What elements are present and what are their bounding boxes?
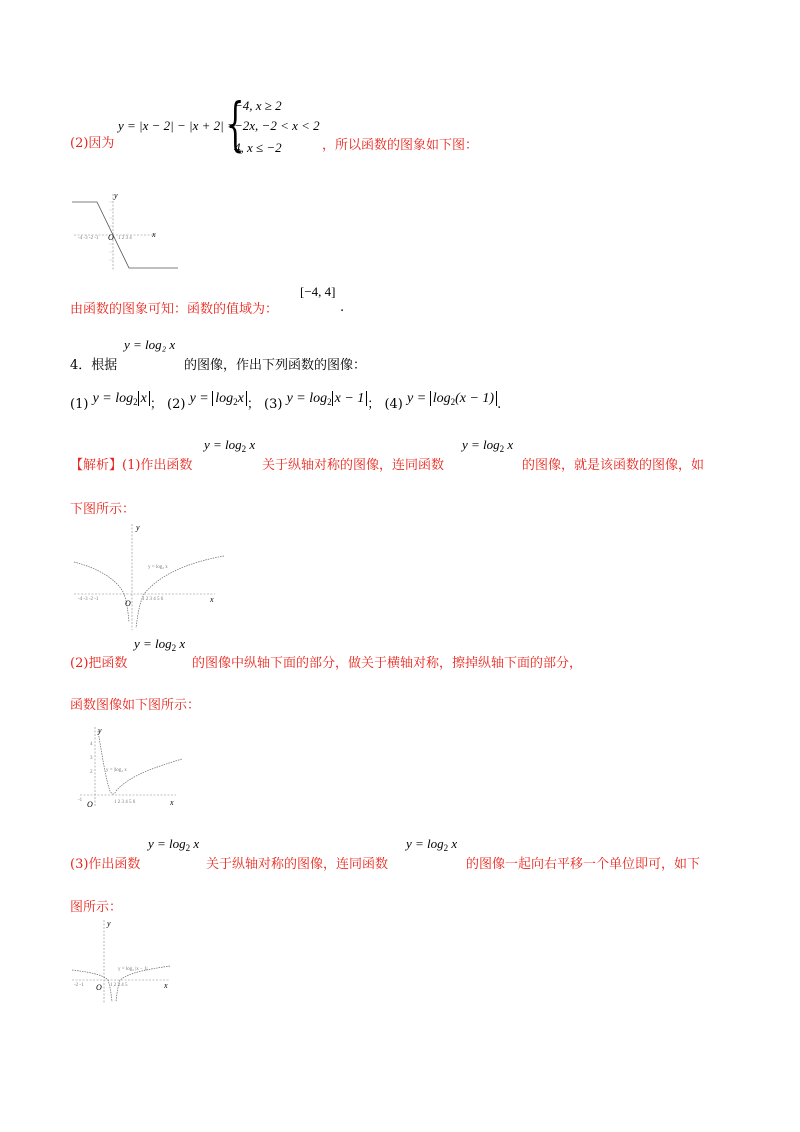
q4-item-3-expr: $y = \log_2 x - 1$ [287, 391, 368, 406]
q4-rest: 的图像，作出下列函数的图像： [184, 358, 367, 373]
q4-func: y = log₂ x [124, 337, 176, 352]
range-text: 由函数的图象可知：函数的值域为： [70, 302, 279, 317]
y-axis-label: y [114, 192, 118, 200]
part2-suffix: ，所以函数的图象如下图： [322, 138, 479, 153]
curve-label: y = log₂ x [148, 565, 168, 570]
sol1-t4: 下图所示： [70, 502, 136, 517]
part2-intro [70, 132, 114, 151]
left-branch [74, 562, 129, 622]
y-axis-label: y [107, 919, 111, 928]
svg-text:-2 -1: -2 -1 [74, 983, 84, 988]
sol2-t3: 函数图像如下图所示： [70, 698, 201, 713]
piecewise-curve [72, 202, 178, 268]
sol2-line1: (2)把函数 [70, 656, 128, 671]
log-abs-x-minus-1-graph [70, 918, 182, 1006]
abs-log-x-graph [76, 725, 188, 809]
y-axis-label: y [98, 726, 102, 735]
abs-log-curve [98, 731, 182, 794]
part2-formula: y = |x − 2| − |x + 2| = [118, 118, 236, 133]
piecewise-brace: { [226, 90, 245, 158]
piecewise-case-2: −2x, −2 < x < 2 [234, 118, 320, 133]
svg-text:3: 3 [90, 756, 93, 761]
sol3-func-b: $y = \log_2 x$ [406, 836, 458, 853]
origin-label: O [96, 983, 102, 992]
sol1-line1: 【解析】(1)作出函数 [70, 458, 193, 473]
q4-number: 4．根据 [70, 358, 118, 373]
q4-item-4-expr: $y = \log_2(x - 1)$ [407, 391, 497, 406]
part2-prefix: (2)因为 [70, 136, 115, 151]
svg-text:-1: -1 [78, 798, 83, 803]
sol3-t4: 图所示： [70, 900, 123, 915]
sol1-t2: 关于纵轴对称的图像，连同函数 [262, 458, 445, 473]
range-value: [−4, 4] [300, 284, 336, 299]
piecewise-case-1: −4, x ≥ 2 [234, 98, 282, 113]
svg-text:2: 2 [90, 770, 93, 775]
sol3-line1: (3)作出函数 [70, 857, 141, 872]
x-axis-label: x [210, 595, 214, 604]
x-axis-label: x [164, 981, 168, 990]
range-end: . [340, 300, 345, 315]
origin-label: O [108, 233, 114, 242]
log-abs-x-graph [70, 522, 230, 632]
y-axis-label: y [136, 523, 140, 532]
piecewise-graph [70, 192, 182, 272]
q4-item-2-expr: $y = \log_2x$ [190, 391, 247, 406]
x-axis-label: x [170, 798, 174, 807]
sol1-func-a: $y = \log_2 x$ [204, 437, 256, 454]
sol2-t2: 的图像中纵轴下面的部分，做关于横轴对称，擦掉纵轴下面的部分， [192, 656, 583, 671]
sol3-t3: 的图像一起向右平移一个单位即可，如下 [466, 857, 701, 872]
sol1-func-b: $y = \log_2 x$ [462, 437, 514, 454]
origin-label: O [87, 800, 93, 809]
svg-text:-4 -3 -2 -1: -4 -3 -2 -1 [78, 597, 99, 602]
svg-text:1 2 3 4 5 6: 1 2 3 4 5 6 [114, 800, 136, 805]
svg-text:1 2 3 4 5 6: 1 2 3 4 5 6 [142, 597, 164, 602]
svg-text:1 2 3 4: 1 2 3 4 [118, 236, 132, 241]
sol2-func: $y = \log_2 x$ [134, 636, 186, 653]
sol1-t3: 的图像，就是该函数的图像，如 [522, 458, 705, 473]
svg-text:-4 -3 -2 -1: -4 -3 -2 -1 [78, 236, 99, 241]
q4-item-1-expr: $y = \log_2 x$ [93, 391, 150, 406]
q4-items: (1) $y = \log_2 x$ ； (2) $y = \log_2x$ ； (3) $y = \log_2 x - 1$ ； (4) $y = \log_2(x - 1)$ . [70, 391, 502, 412]
origin-label: O [125, 599, 131, 608]
sol3-func-a: $y = \log_2 x$ [148, 836, 200, 853]
piecewise-case-3: 4, x ≤ −2 [234, 140, 282, 155]
solution-tag: 【解析】 [70, 458, 123, 473]
curve-label: y = |log₂ x [106, 768, 127, 773]
curve-label: y = log₂ |x − 1| [118, 967, 148, 972]
svg-text:1 2 3 4 5: 1 2 3 4 5 [110, 983, 128, 988]
sol3-t2: 关于纵轴对称的图像，连同函数 [206, 857, 389, 872]
svg-text:4: 4 [90, 742, 93, 747]
x-axis-label: x [152, 230, 156, 239]
